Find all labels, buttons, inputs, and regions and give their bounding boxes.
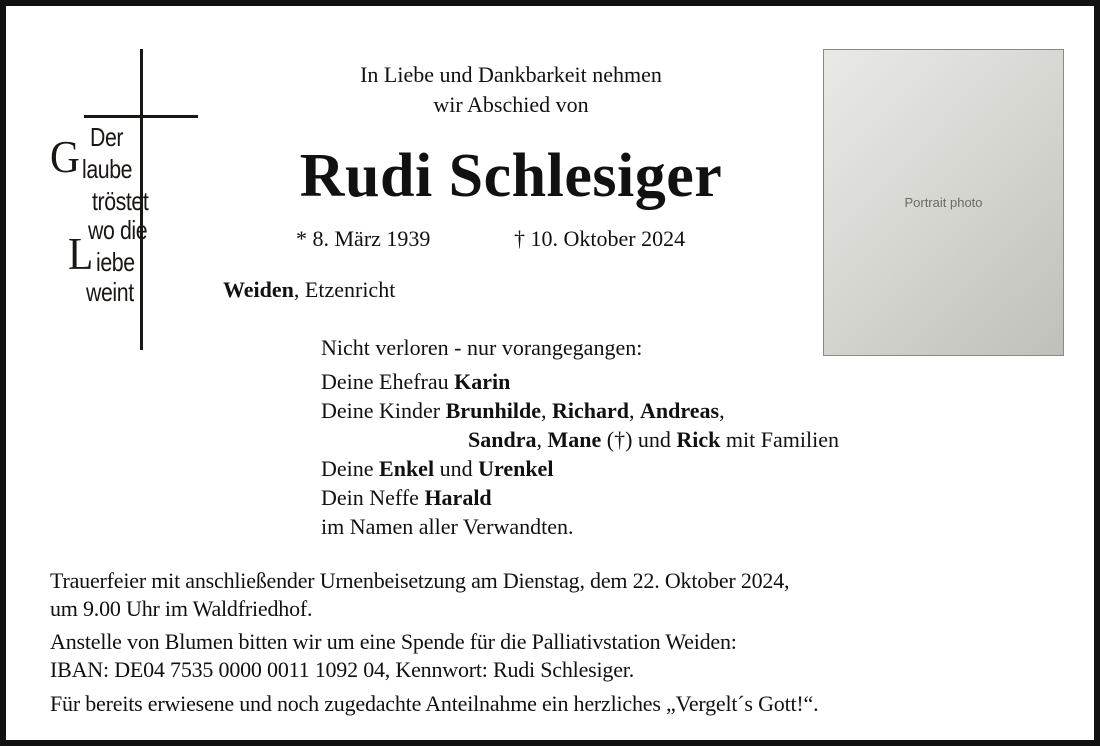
label: Deine Ehefrau — [321, 369, 455, 394]
motto-line: laube — [82, 154, 133, 184]
child-name: Mane — [547, 427, 602, 452]
intro-line-2: wir Abschied von — [433, 92, 589, 117]
birth-date-line — [296, 226, 430, 252]
thanks-line: Für bereits erwiesene und noch zugedachte Anteilnahme ein herzliches „Vergelt´s Gott!“. — [50, 691, 819, 716]
grandchildren: Enkel — [379, 456, 435, 481]
label: Dein Neffe — [321, 485, 425, 510]
mourners-closing: im Namen aller Verwandten. — [321, 514, 574, 539]
great-grandchildren: Urenkel — [478, 456, 554, 481]
mourner-children-line-1: Deine Kinder Brunhilde, Richard, Andreas, — [321, 398, 725, 423]
connector: (†) und — [601, 427, 677, 452]
label: Deine Kinder — [321, 398, 446, 423]
donation-iban: IBAN: DE04 7535 0000 0011 1092 04, Kennwort: Rudi Schlesiger. — [50, 657, 635, 682]
intro-line-1: In Liebe und Dankbarkeit nehmen — [360, 62, 662, 87]
cross-icon-horizontal-bar — [84, 115, 198, 118]
motto-line: wo die — [88, 215, 148, 245]
portrait-photo — [823, 49, 1064, 356]
place-line — [223, 277, 395, 303]
mourner-grandchildren-line — [321, 454, 553, 483]
mourner-children-line-2: Sandra, Mane (†) und Rick mit Familien — [468, 427, 839, 452]
death-symbol-icon: † — [514, 226, 525, 251]
birth-date: 8. März 1939 — [312, 226, 431, 251]
motto-line: Der — [90, 122, 124, 152]
mourner-nephew-line — [321, 483, 492, 512]
place-primary: Weiden — [223, 277, 294, 302]
mourners-intro: Nicht verloren - nur vorangegangen: — [321, 335, 643, 360]
service-info-line-2: um 9.00 Uhr im Waldfriedhof. — [50, 596, 313, 621]
motto-line: tröstet — [92, 186, 149, 216]
nephew-name: Harald — [424, 485, 492, 510]
child-name: Richard — [552, 398, 629, 423]
child-name: Brunhilde — [445, 398, 541, 423]
motto-initial: L — [68, 228, 94, 279]
motto-line: weint — [86, 277, 134, 307]
child-name: Andreas — [640, 398, 720, 423]
death-date-line — [514, 226, 685, 252]
donation-request: Anstelle von Blumen bitten wir um eine Spende für die Palliativstation Weiden: — [50, 629, 737, 654]
child-name: Sandra — [468, 427, 537, 452]
connector: mit Familien — [720, 427, 839, 452]
connector: und — [434, 456, 479, 481]
child-name: Rick — [676, 427, 721, 452]
mourner-wife-line — [321, 367, 510, 396]
motto-initial: G — [50, 131, 80, 182]
service-info-line-1: Trauerfeier mit anschließender Urnenbeisetzung am Dienstag, dem 22. Oktober 2024, — [50, 568, 790, 593]
portrait-photo-label: Portrait photo — [904, 195, 983, 210]
motto-line: iebe — [96, 247, 135, 277]
birth-symbol-icon: * — [296, 226, 307, 251]
place-secondary: , Etzenricht — [293, 277, 396, 302]
death-date: 10. Oktober 2024 — [530, 226, 686, 251]
deceased-name: Rudi Schlesiger — [299, 142, 723, 210]
wife-name: Karin — [454, 369, 511, 394]
label: Deine — [321, 456, 380, 481]
